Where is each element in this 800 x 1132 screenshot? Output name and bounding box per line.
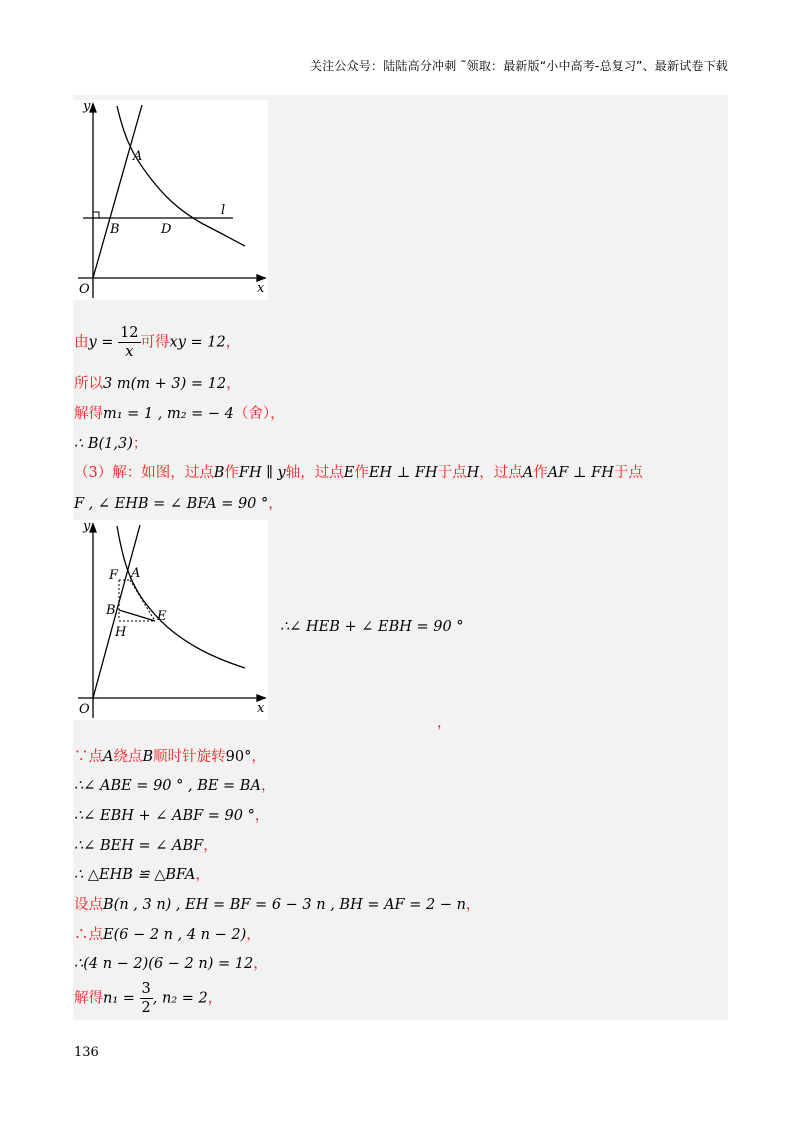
solution-line-14: ∴(4 n − 2)(6 − 2 n) = 12， — [74, 956, 268, 972]
fraction-12-over-x: $\frac{12}{x}$ — [120, 325, 139, 360]
page-number: 136 — [74, 1045, 99, 1060]
solution-line-9: ∴∠ EBH + ∠ ABF = 90 °， — [74, 808, 270, 824]
point-label-a: A — [131, 566, 141, 581]
point-label-f: F — [109, 568, 119, 583]
origin-label: O — [79, 282, 90, 297]
solution-line-15: 解得n₁ = $\frac{3}{2}$ , n₂ = 2， — [74, 981, 223, 1016]
solution-line-4: ∴ B(1,3)； — [74, 436, 148, 452]
solution-line-8: ∴∠ ABE = 90 ° , BE = BA， — [74, 778, 276, 794]
stray-comma: ， — [437, 715, 451, 731]
point-label-e: E — [157, 609, 167, 624]
fraction-3-over-2: $\frac{3}{2}$ — [141, 981, 151, 1016]
axis-label-x: x — [257, 701, 265, 716]
line-label-l: l — [221, 203, 226, 218]
figure-2-side-equation: ∴∠ HEB + ∠ EBH = 90 ° — [280, 619, 464, 635]
solution-line-11: ∴ △EHB ≌ △BFA， — [74, 867, 210, 883]
origin-label: O — [79, 702, 90, 717]
point-label-d: D — [161, 222, 172, 237]
figure-1 — [73, 100, 268, 300]
axis-label-y: y — [83, 520, 91, 534]
point-label-h: H — [115, 625, 127, 640]
figure-2 — [73, 520, 268, 720]
solution-line-7: ∵点A绕点B顺时针旋转90°， — [74, 749, 266, 765]
solution-line-13: ∴点E(6 − 2 n , 4 n − 2)， — [74, 927, 261, 943]
solution-line-2: 所以3 m(m + 3) = 12， — [74, 376, 241, 392]
solution-line-10: ∴∠ BEH = ∠ ABF， — [74, 838, 218, 854]
solution-line-1: 由y = $\frac{12}{x}$ 可得xy = 12， — [74, 325, 241, 360]
axis-label-y: y — [83, 100, 91, 114]
page-header: 关注公众号：陆陆高分冲刺 ˜领取：最新版“小中高考-总复习”、最新试卷下载 — [310, 59, 728, 73]
point-label-a: A — [133, 149, 143, 164]
solution-line-3: 解得m₁ = 1 , m₂ = − 4（舍）， — [74, 406, 285, 422]
solution-line-6: F , ∠ EHB = ∠ BFA = 90 °， — [74, 496, 283, 512]
axis-label-x: x — [257, 281, 265, 296]
solution-line-5: （3）解：如图，过点B作FH ∥ y轴，过点E作EH ⊥ FH于点H，过点A作AF ⊥ FH于点 — [74, 465, 643, 481]
solution-line-12: 设点B(n , 3 n) , EH = BF = 6 − 3 n , BH = AF = 2 − n， — [74, 897, 481, 913]
point-label-b: B — [106, 603, 116, 618]
point-label-b: B — [110, 222, 120, 237]
